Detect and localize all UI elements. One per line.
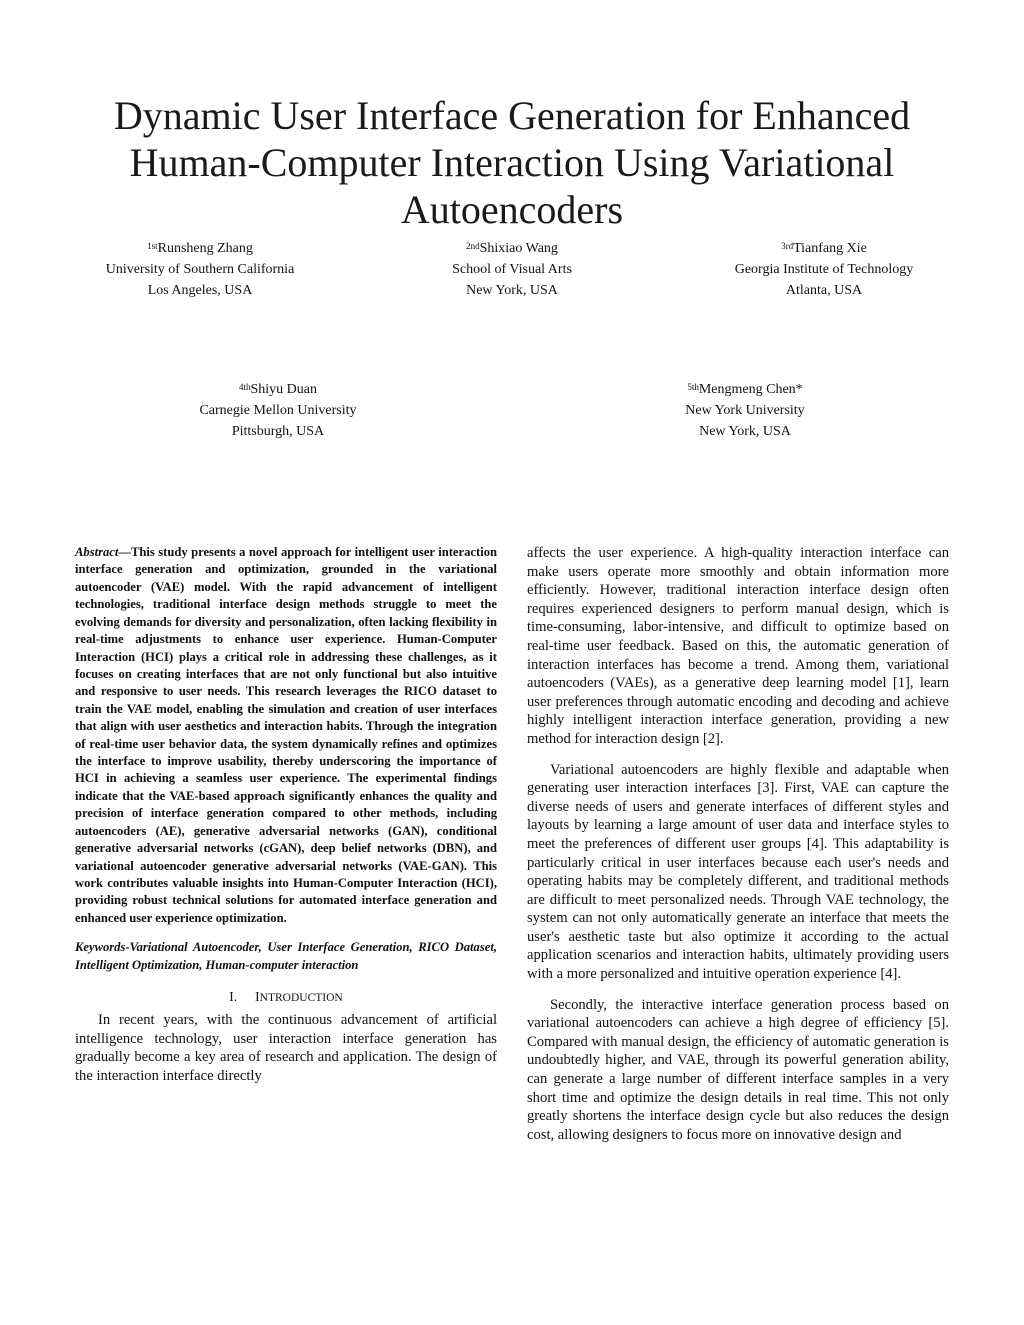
author-location: New York, USA [699,424,791,439]
body-paragraph: affects the user experience. A high-quality interaction interface can make users operate more smoothly and obtain information more efficiently. However, traditional interaction interface design often requires experienced designers to perform manual design, which is time-consuming, labor-intensive, and difficult to optimize based on real-time user feedback. Based on this, the automatic generation of interaction interfaces has become a trend. Among them, variational autoencoders (VAEs), as a generative deep learning model [1], learn user preferences through automatic encoding and decoding and achieve highly intelligent interaction interface generation, providing a new method for interaction design [2]. [527,545,949,747]
left-column [75,544,497,1086]
body-paragraph: Secondly, the interactive interface generation process based on variational autoencoders can achieve a high degree of efficiency [5]. Compared with manual design, the efficiency of automatic generation is undoubtedly higher, and VAE, through its powerful generation ability, can generate a large number of different interface samples in a very short time and optimize the design details in real time. This not only greatly shortens the interface design cycle but also reduces the design cost, allowing designers to focus more on innovative design and [527,996,949,1143]
author-location: Los Angeles, USA [147,283,253,298]
author-affiliation: New York University [685,403,805,418]
body-paragraph: Variational autoencoders are highly flexible and adaptable when generating user interaction interfaces [3]. First, VAE can capture the diverse needs of users and generate interfaces of different styles and layouts by learning a large amount of user data and interface styles to meet the preferences of different user groups [4]. This adaptability is particularly critical in user interfaces because each user's needs and operating habits may be completely different, and traditional methods are difficult to meet personalized needs. Through VAE technology, the system can not only automatically generate an interface that meets the user's aesthetic taste but also optimize it according to the actual application scenarios and interaction habits, ultimately providing users with a more personalized and intuitive operation experience [4]. [527,761,949,983]
section-heading [75,988,497,1007]
abstract [75,544,497,927]
author-affiliation: Carnegie Mellon University [199,403,357,418]
intro-paragraph: In recent years, with the continuous advancement of artificial intelligence technology, user interaction interface generation has gradually become a key area of research and application. The design of the interaction interface directly [75,1012,497,1085]
right-column [527,544,949,1144]
title-line: Autoencoders [400,187,624,232]
author-name: $^{2nd}$Shixiao Wang [466,241,558,256]
section-initial: I [255,989,260,1005]
title-line: Dynamic User Interface Generation for Enhanced [113,93,911,138]
abstract-label: Abstract [75,545,119,559]
section-number: I. [229,989,238,1005]
author-name: $^{3rd}$Tianfang Xie [781,241,867,256]
keywords: Keywords-Variational Autoencoder, User Interface Generation, RICO Dataset, Intelligent Optimization, Human-computer interaction [75,940,497,972]
paper-title [60,92,964,233]
author-name: $^{4th}$Shiyu Duan [238,382,317,397]
author-name: $^{1st}$Runsheng Zhang [147,241,253,256]
author-affiliation: School of Visual Arts [452,262,572,277]
author-block-5 [595,379,895,442]
author-affiliation: University of Southern California [105,262,295,277]
author-name: $^{5th}$Mengmeng Chen* [687,382,803,397]
author-affiliation: Georgia Institute of Technology [734,262,914,277]
author-block-4 [128,379,428,442]
title-line: Human-Computer Interaction Using Variational [129,140,895,185]
author-block-1 [50,238,350,301]
author-location: Atlanta, USA [785,283,863,298]
author-block-2 [362,238,662,301]
author-block-3 [674,238,974,301]
abstract-text: —This study presents a novel approach for intelligent user interaction interface generation and optimization, grounded in the variational autoencoder (VAE) model. With the rapid advancement of intelligent technologies, traditional interface design methods struggle to meet the evolving demands for diversity and personalization, often lacking flexibility in real-time adjustments to enhance user experience. Human-Computer Interaction (HCI) plays a critical role in addressing these challenges, as it focuses on creating interfaces that are not only functional but also intuitive and responsive to user needs. This research leverages the RICO dataset to train the VAE model, enabling the simulation and creation of user interfaces that align with user aesthetics and interaction habits. Through the integration of real-time user behavior data, the system dynamically refines and optimizes the interface to improve usability, thereby underscoring the importance of HCI in achieving a seamless user experience. The experimental findings indicate that the VAE-based approach significantly enhances the quality and precision of interface generation compared to other methods, including autoencoders (AE), generative adversarial networks (GAN), conditional generative adversarial networks (cGAN), deep belief networks (DBN), and variational autoencoder generative adversarial networks (VAE-GAN). This work contributes valuable insights into Human-Computer Interaction (HCI), providing robust technical solutions for automated interface generation and enhanced user experience optimization. [75,545,497,925]
author-location: New York, USA [466,283,558,298]
section-title-rest: NTRODUCTION [259,992,343,1005]
author-location: Pittsburgh, USA [231,424,325,439]
